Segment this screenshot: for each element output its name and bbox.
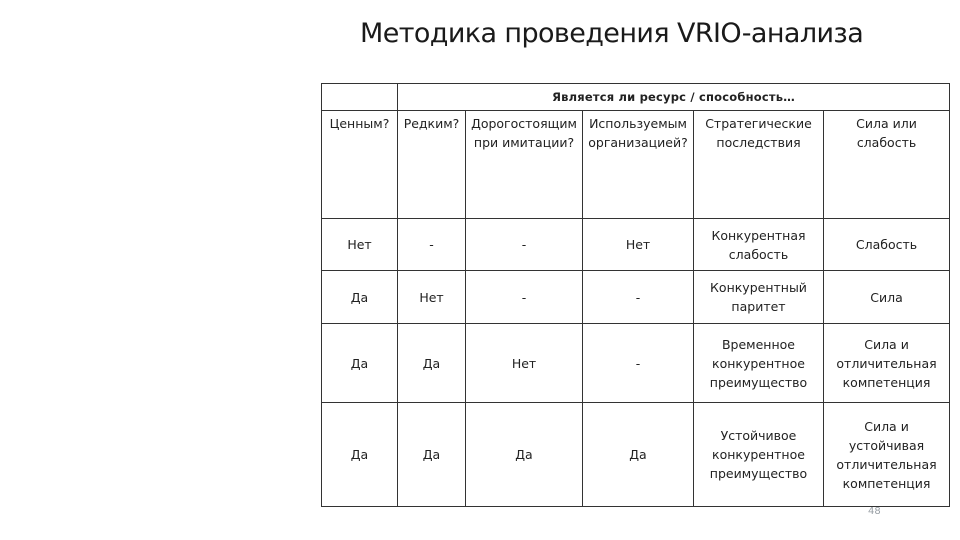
- table-row: [322, 403, 950, 507]
- table-cell: Сила: [824, 271, 950, 324]
- table-group-header-row: [322, 84, 950, 111]
- column-header-valuable: Ценным?: [322, 111, 398, 219]
- table-cell: Да: [322, 403, 398, 507]
- page-number: 48: [868, 506, 881, 517]
- group-header: Является ли ресурс / способность…: [398, 84, 950, 111]
- table-cell: Сила и отличительная компетенция: [824, 324, 950, 403]
- column-header-strength-or-weakness: Сила или слабость: [824, 111, 950, 219]
- table-row: [322, 219, 950, 271]
- column-header-organized: Используемым организацией?: [583, 111, 694, 219]
- table-cell: Да: [398, 403, 466, 507]
- table-column-header-row: [322, 111, 950, 219]
- table-cell: Устойчивое конкурентное преимущество: [694, 403, 824, 507]
- table-cell: Да: [398, 324, 466, 403]
- table-cell: Конкурентный паритет: [694, 271, 824, 324]
- table-cell: Конкурентная слабость: [694, 219, 824, 271]
- table-cell: Нет: [398, 271, 466, 324]
- table-cell: Нет: [466, 324, 583, 403]
- table-cell: -: [466, 271, 583, 324]
- vrio-table: [321, 83, 950, 507]
- table-cell: -: [583, 271, 694, 324]
- table-cell: Да: [466, 403, 583, 507]
- table-row: [322, 271, 950, 324]
- table-cell: Нет: [583, 219, 694, 271]
- table-cell: Да: [322, 324, 398, 403]
- table-cell: Временное конкурентное преимущество: [694, 324, 824, 403]
- table-cell: Да: [322, 271, 398, 324]
- table-cell: Слабость: [824, 219, 950, 271]
- column-header-strategic-implications: Стратегические последствия: [694, 111, 824, 219]
- slide-title: Методика проведения VRIO-анализа: [360, 18, 864, 49]
- table-cell: Да: [583, 403, 694, 507]
- table-cell: -: [583, 324, 694, 403]
- table-cell: Нет: [322, 219, 398, 271]
- column-header-rare: Редким?: [398, 111, 466, 219]
- column-header-costly-to-imitate: Дорогостоящим при имитации?: [466, 111, 583, 219]
- table-cell: -: [398, 219, 466, 271]
- table-row: [322, 324, 950, 403]
- table-cell: Сила и устойчивая отличительная компетенция: [824, 403, 950, 507]
- table-cell: -: [466, 219, 583, 271]
